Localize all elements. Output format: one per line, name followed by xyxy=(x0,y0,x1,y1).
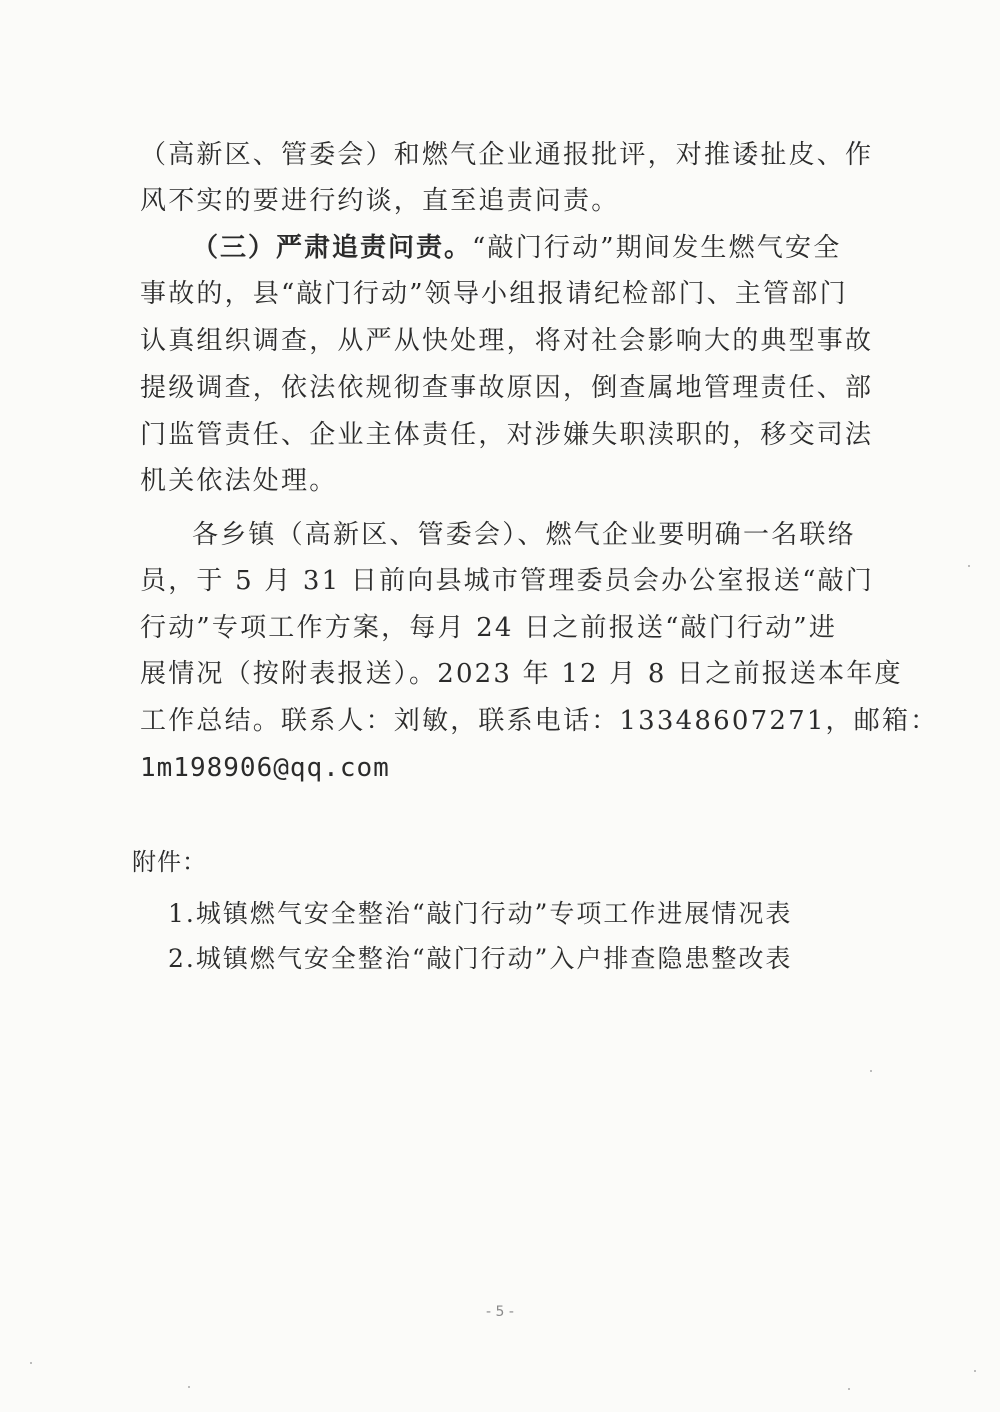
scan-speck xyxy=(848,1388,850,1390)
scan-speck xyxy=(30,1362,32,1364)
scan-speck xyxy=(968,565,970,567)
contact-paragraph-line: 员，于 5 月 31 日前向县城市管理委员会办公室报送“敲门 xyxy=(140,566,874,596)
attachments-title: 附件： xyxy=(132,848,207,876)
attachment-item: 2.城镇燃气安全整治“敲门行动”入户排查隐患整改表 xyxy=(168,944,793,973)
attachment-item: 1.城镇燃气安全整治“敲门行动”专项工作进展情况表 xyxy=(168,899,793,928)
contact-paragraph-line: 工作总结。联系人：刘敏，联系电话：13348607271，邮箱： xyxy=(140,706,939,736)
body-text-line: 机关依法处理。 xyxy=(140,466,338,496)
contact-email: 1m198906@qq.com xyxy=(140,753,390,783)
page-number: - 5 - xyxy=(486,1304,514,1320)
body-text-line: 事故的，县“敲门行动”领导小组报请纪检部门、主管部门 xyxy=(140,279,848,309)
scan-speck xyxy=(188,1386,190,1388)
body-text-line: 提级调查，依法依规彻查事故原因，倒查属地管理责任、部 xyxy=(140,373,874,403)
body-text-line: 风不实的要进行约谈，直至追责问责。 xyxy=(140,186,620,216)
contact-paragraph-line: 各乡镇（高新区、管委会）、燃气企业要明确一名联络 xyxy=(192,520,856,550)
contact-paragraph-line: 行动”专项工作方案，每月 24 日之前报送“敲门行动”进 xyxy=(140,613,838,643)
body-text-line: 门监管责任、企业主体责任，对涉嫌失职渎职的，移交司法 xyxy=(140,420,874,450)
scan-speck xyxy=(974,1370,976,1372)
contact-paragraph-line: 展情况（按附表报送）。2023 年 12 月 8 日之前报送本年度 xyxy=(140,659,903,689)
section-3-first-line-text: “敲门行动”期间发生燃气安全 xyxy=(472,233,842,263)
body-text-line: 认真组织调查，从严从快处理，将对社会影响大的典型事故 xyxy=(140,326,874,356)
scan-speck xyxy=(870,1070,872,1072)
section-3-first-line xyxy=(192,231,842,265)
body-text-line: （高新区、管委会）和燃气企业通报批评，对推诿扯皮、作 xyxy=(140,140,874,170)
section-3-heading: （三）严肃追责问责。 xyxy=(192,233,473,263)
